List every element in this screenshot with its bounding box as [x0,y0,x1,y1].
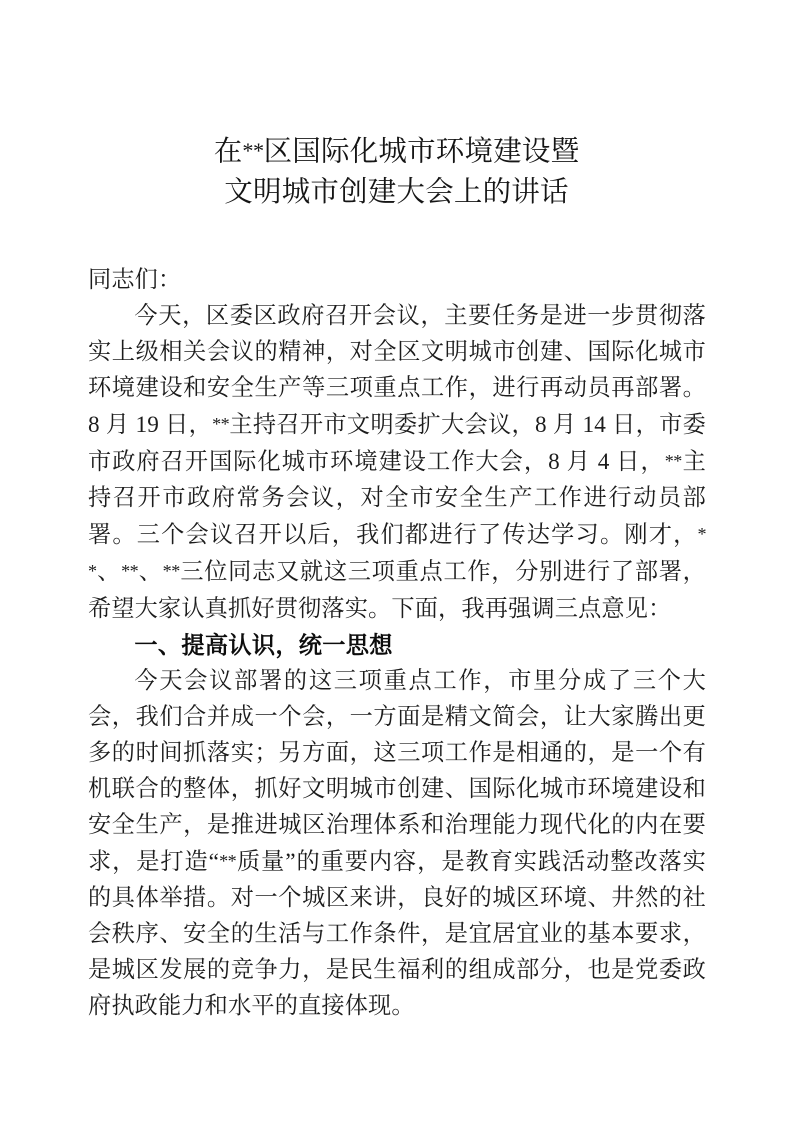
redaction-mark: ** [212,414,230,434]
redaction-mark: ** [664,451,682,472]
redaction-mark: ** [88,524,706,582]
redaction-mark: ** [162,561,180,582]
redaction-mark: ** [242,138,264,163]
redaction-mark: ** [219,850,237,871]
document-title-line-1: 在**区国际化城市环境建设暨 [213,136,580,168]
section-heading-1: 一、提高认识，统一思想 [134,631,393,658]
document-body [88,262,706,1024]
document-title [88,131,705,213]
intro-paragraph: 今天，区委区政府召开会议，主要任务是进一步贯彻落实上级相关会议的精神，对全区文明城市创建、国际化城市环境建设和安全生产等三项重点工作，进行再动员再部署。8 月 19 日，**主持召开市文明委扩大会议，8 月 14 日，市委市政府召开国际化城市环境建设工作大会，8 月 4 日，**主持召开市政府常务会议，对全市安全生产工作进行动员部署。三个会议召开以后，我们都进行了传达学习。刚才，**、**、**三位同志又就这三项重点工作，分别进行了部署，希望大家认真抓好贯彻落实。下面，我再强调三点意见： [88,303,706,622]
section-1-paragraph-1: 今天会议部署的这三项重点工作，市里分成了三个大会，我们合并成一个会，一方面是精文简会，让大家腾出更多的时间抓落实；另方面，这三项工作是相通的，是一个有机联合的整体，抓好文明城市创建、国际化城市环境建设和安全生产，是推进城区治理体系和治理能力现代化的内在要求，是打造“**质量”的重要内容，是教育实践活动整改落实的具体举措。对一个城区来讲，良好的城区环境、井然的社会秩序、安全的生活与工作条件，是宜居宜业的基本要求，是城区发展的竞争力，是民生福利的组成部分，也是党委政府执政能力和水平的直接体现。 [88,667,706,1019]
document-title-line-2: 文明城市创建大会上的讲话 [224,176,569,208]
salutation: 同志们： [88,267,182,293]
redaction-mark: ** [121,561,139,582]
